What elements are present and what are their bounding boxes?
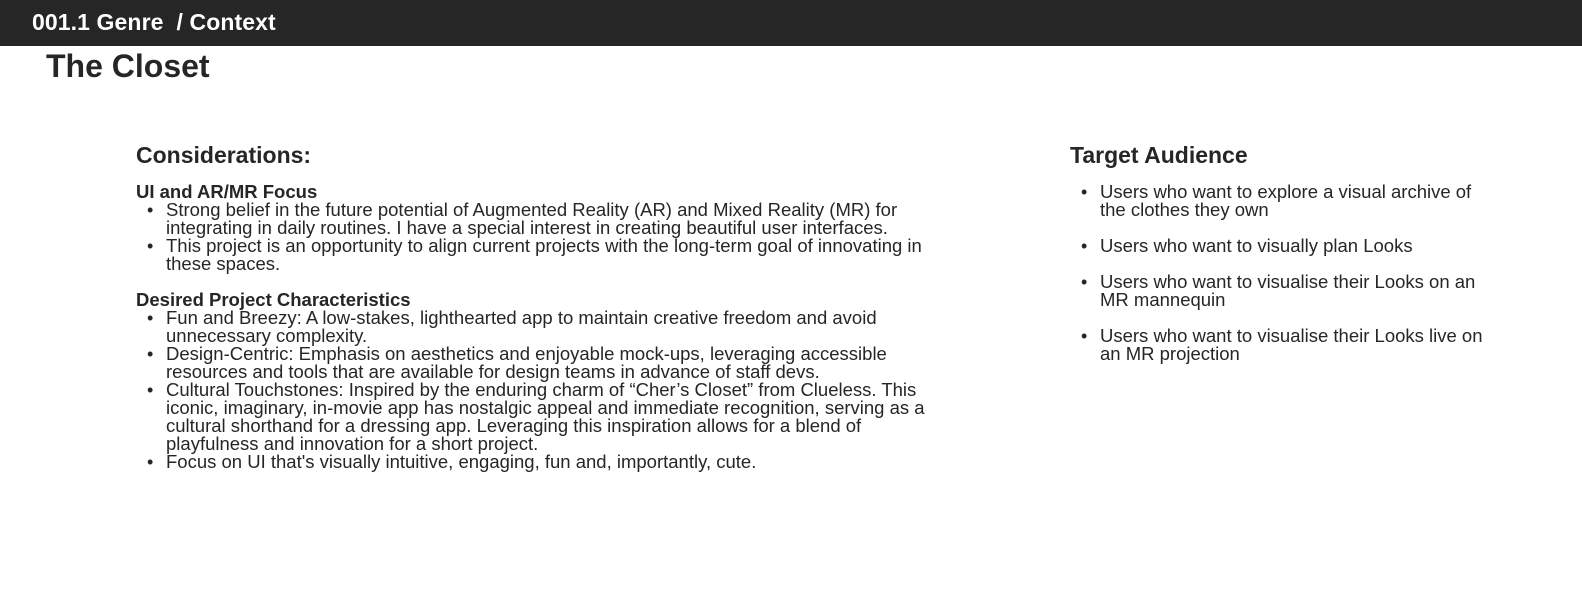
top-bar: [0, 0, 1582, 46]
list-item: • Focus on UI that's visually intuitive, engaging, fun and, importantly, cute.: [136, 453, 926, 471]
list-item: • Users who want to visualise their Looks on an MR mannequin: [1070, 273, 1490, 309]
breadcrumb: 001.1 Genre / Context: [32, 9, 276, 35]
characteristics-group-title: Desired Project Characteristics: [136, 289, 411, 310]
target-audience-section: [1070, 140, 1490, 381]
considerations-heading: Considerations:: [136, 142, 312, 168]
list-item: • This project is an opportunity to align current projects with the long-term goal of innovating in these spaces.: [136, 237, 926, 273]
target-audience-list: [1070, 183, 1490, 363]
list-item: • Cultural Touchstones: Inspired by the enduring charm of “Cher’s Closet” from Clueless. This iconic, imaginary, in-movie app has nostalgic appeal and immediate recognition, serving as a cultural shorthand for a dressing app. Leveraging this inspiration allows for a blend of playfulness and innovation for a short project.: [136, 381, 926, 453]
focus-group-title: UI and AR/MR Focus: [136, 181, 318, 202]
target-audience-heading: Target Audience: [1070, 142, 1248, 168]
considerations-section: [136, 140, 926, 489]
page-title: The Closet: [46, 48, 210, 84]
list-item: • Strong belief in the future potential of Augmented Reality (AR) and Mixed Reality (MR) for integrating in daily routines. I have a special interest in creating beautiful user interfaces.: [136, 201, 926, 237]
focus-group: [136, 183, 926, 273]
list-item: • Design-Centric: Emphasis on aesthetics and enjoyable mock-ups, leveraging accessible resources and tools that are available for design teams in advance of staff devs.: [136, 345, 926, 381]
list-item: • Users who want to visualise their Looks live on an MR projection: [1070, 327, 1490, 363]
list-item: • Users who want to explore a visual archive of the clothes they own: [1070, 183, 1490, 219]
characteristics-group: [136, 291, 926, 471]
focus-list: [136, 201, 926, 273]
list-item: • Fun and Breezy: A low-stakes, lighthearted app to maintain creative freedom and avoid unnecessary complexity.: [136, 309, 926, 345]
characteristics-list: [136, 309, 926, 471]
list-item: • Users who want to visually plan Looks: [1070, 237, 1490, 255]
